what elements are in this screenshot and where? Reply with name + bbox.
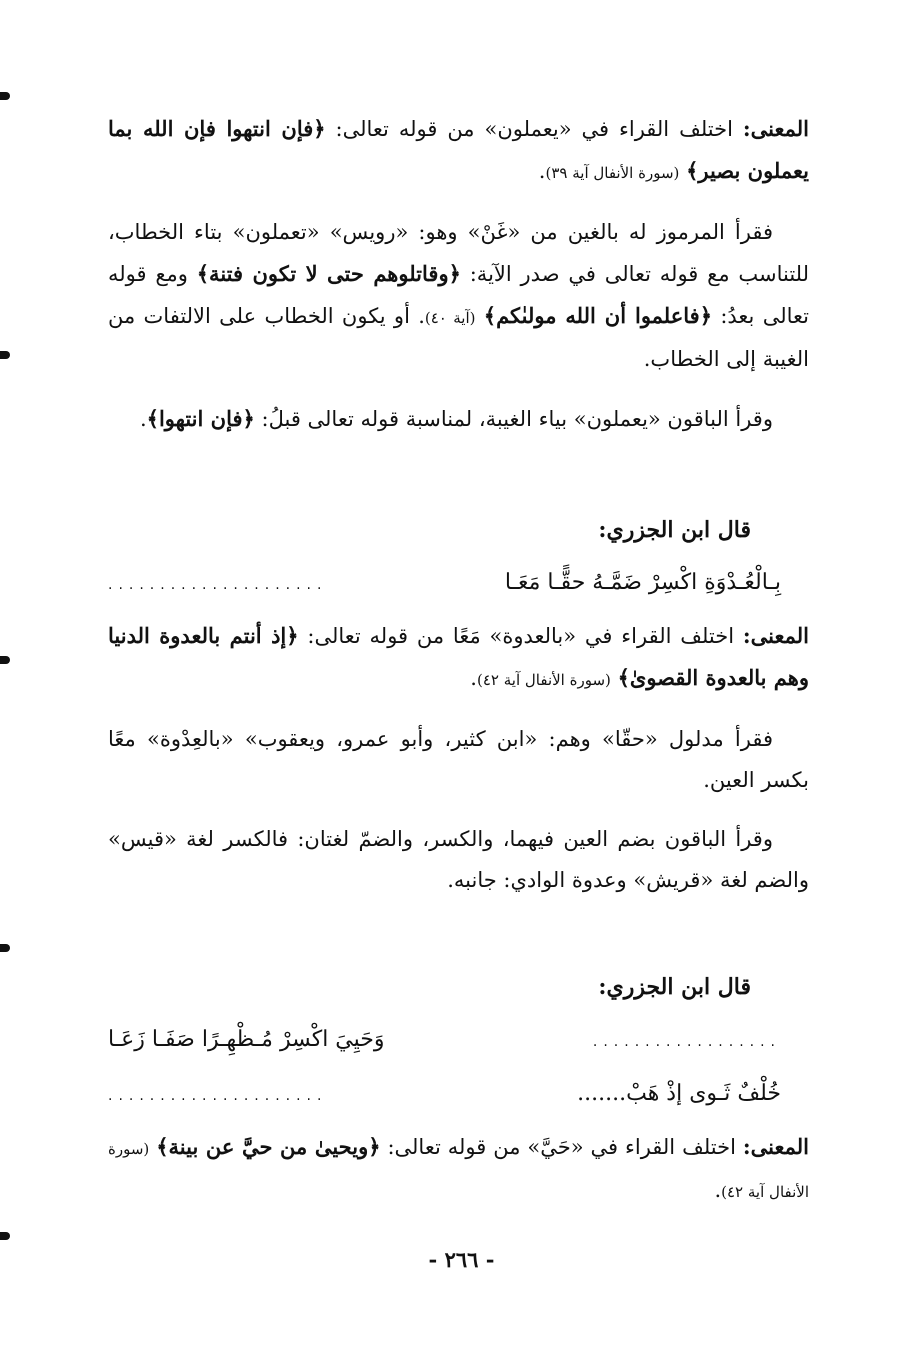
poem-verse (108, 1072, 781, 1118)
poem-verse (108, 1018, 781, 1064)
body-text: . (470, 666, 477, 690)
paragraph (108, 108, 809, 194)
verse-hemistich-right: .................. (592, 1034, 781, 1050)
scan-edge-mark (0, 351, 10, 359)
body-text: اختلف القراء في «حَيَّ» من قوله تعالى: (380, 1135, 743, 1159)
scan-edge-mark (0, 92, 10, 100)
body-text: . (538, 159, 546, 183)
quran-quote: ﴿إذ أنتم بالعدوة الدنيا وهم بالعدوة القصوىٰ﴾ (108, 623, 809, 690)
paragraph (108, 398, 809, 440)
body-text: . أو يكون الخطاب على الالتفات من الغيبة إلى الخطاب. (108, 304, 809, 371)
meaning-label: المعنى: (742, 623, 809, 648)
scan-edge-mark (0, 944, 10, 952)
body-text: . (714, 1178, 722, 1202)
meaning-label: المعنى: (742, 116, 809, 141)
body-text (611, 666, 618, 690)
paragraph (108, 212, 809, 380)
body-text: اختلف القراء في «يعملون» من قوله تعالى: (325, 117, 743, 141)
verse-hemistich-left: ..................... (108, 1088, 328, 1104)
scan-edge-mark (0, 1232, 10, 1240)
scan-edge-mark (0, 656, 10, 664)
paragraph (108, 719, 809, 801)
verse-hemistich-right: بِـالْعُـدْوَةِ اكْسِرْ ضَمَّـهُ حقًّـا مَعَـا (504, 570, 781, 595)
quran-quote: ﴿ويحيىٰ من حيَّ عن بينة﴾ (156, 1134, 381, 1159)
body-text: وقرأ الباقون «يعملون» بياء الغيبة، لمناسبة قوله تعالى قبلُ: (254, 407, 773, 431)
verse-reference: (سورة الأنفال آية ٤٢) (476, 671, 611, 689)
page-number: - ٢٦٦ - (428, 1247, 495, 1272)
body-text: ومع قوله تعالى بعدُ: (108, 262, 809, 328)
body-text: وقرأ الباقون بضم العين فيهما، والكسر، والضمّ لغتان: فالكسر لغة «قيس» والضم لغة «قريش» وعدوة الوادي: جانبه. (108, 827, 809, 892)
quran-quote: ﴿وقاتلوهم حتى لا تكون فتنة﴾ (196, 261, 461, 286)
verse-hemistich-right: خُلْفٌ ثَـوى إذْ هَبْ....... (577, 1081, 781, 1106)
body-text: فقرأ مدلول «حقّا» وهم: «ابن كثير، وأبو عمرو، ويعقوب» «بالعِدْوة» معًا بكسر العين. (108, 727, 809, 792)
paragraph (108, 615, 809, 701)
verse-reference: (آية ٤٠) (424, 309, 476, 327)
quran-quote: ﴿فإن انتهوا﴾ (146, 406, 255, 431)
section-heading: قال ابن الجزري: (598, 974, 751, 1000)
paragraph (108, 819, 809, 901)
quran-quote: ﴿فإن انتهوا فإن الله بما يعملون بصير﴾ (108, 116, 809, 183)
body-text: فقرأ المرموز له بالغين من «غَنْ» وهو: «رويس» «تعملون» بتاء الخطاب، للتناسب مع قوله تعالى في صدر الآية: (108, 220, 810, 286)
paragraph (108, 1126, 809, 1213)
quran-quote: ﴿فاعلموا أن الله مولىٰكم﴾ (483, 303, 713, 328)
verse-hemistich-left: ..................... (108, 577, 328, 593)
section-heading: قال ابن الجزري: (598, 517, 751, 543)
verse-reference: (سورة الأنفال آية ٤٢) (108, 1140, 809, 1201)
verse-hemistich-left: وَحَيِيَ اكْسِرْ مُـظْهِـرًا صَفَـا زَعَـا (108, 1027, 385, 1052)
body-text: اختلف القراء في «بالعدوة» مَعًا من قوله تعالى: (298, 624, 743, 648)
poem-verse (108, 561, 781, 607)
meaning-label: المعنى: (742, 1134, 809, 1159)
body-text (475, 304, 483, 328)
page-body (108, 108, 809, 1231)
verse-reference: (سورة الأنفال آية ٣٩) (545, 164, 680, 182)
body-text: . (139, 407, 147, 431)
